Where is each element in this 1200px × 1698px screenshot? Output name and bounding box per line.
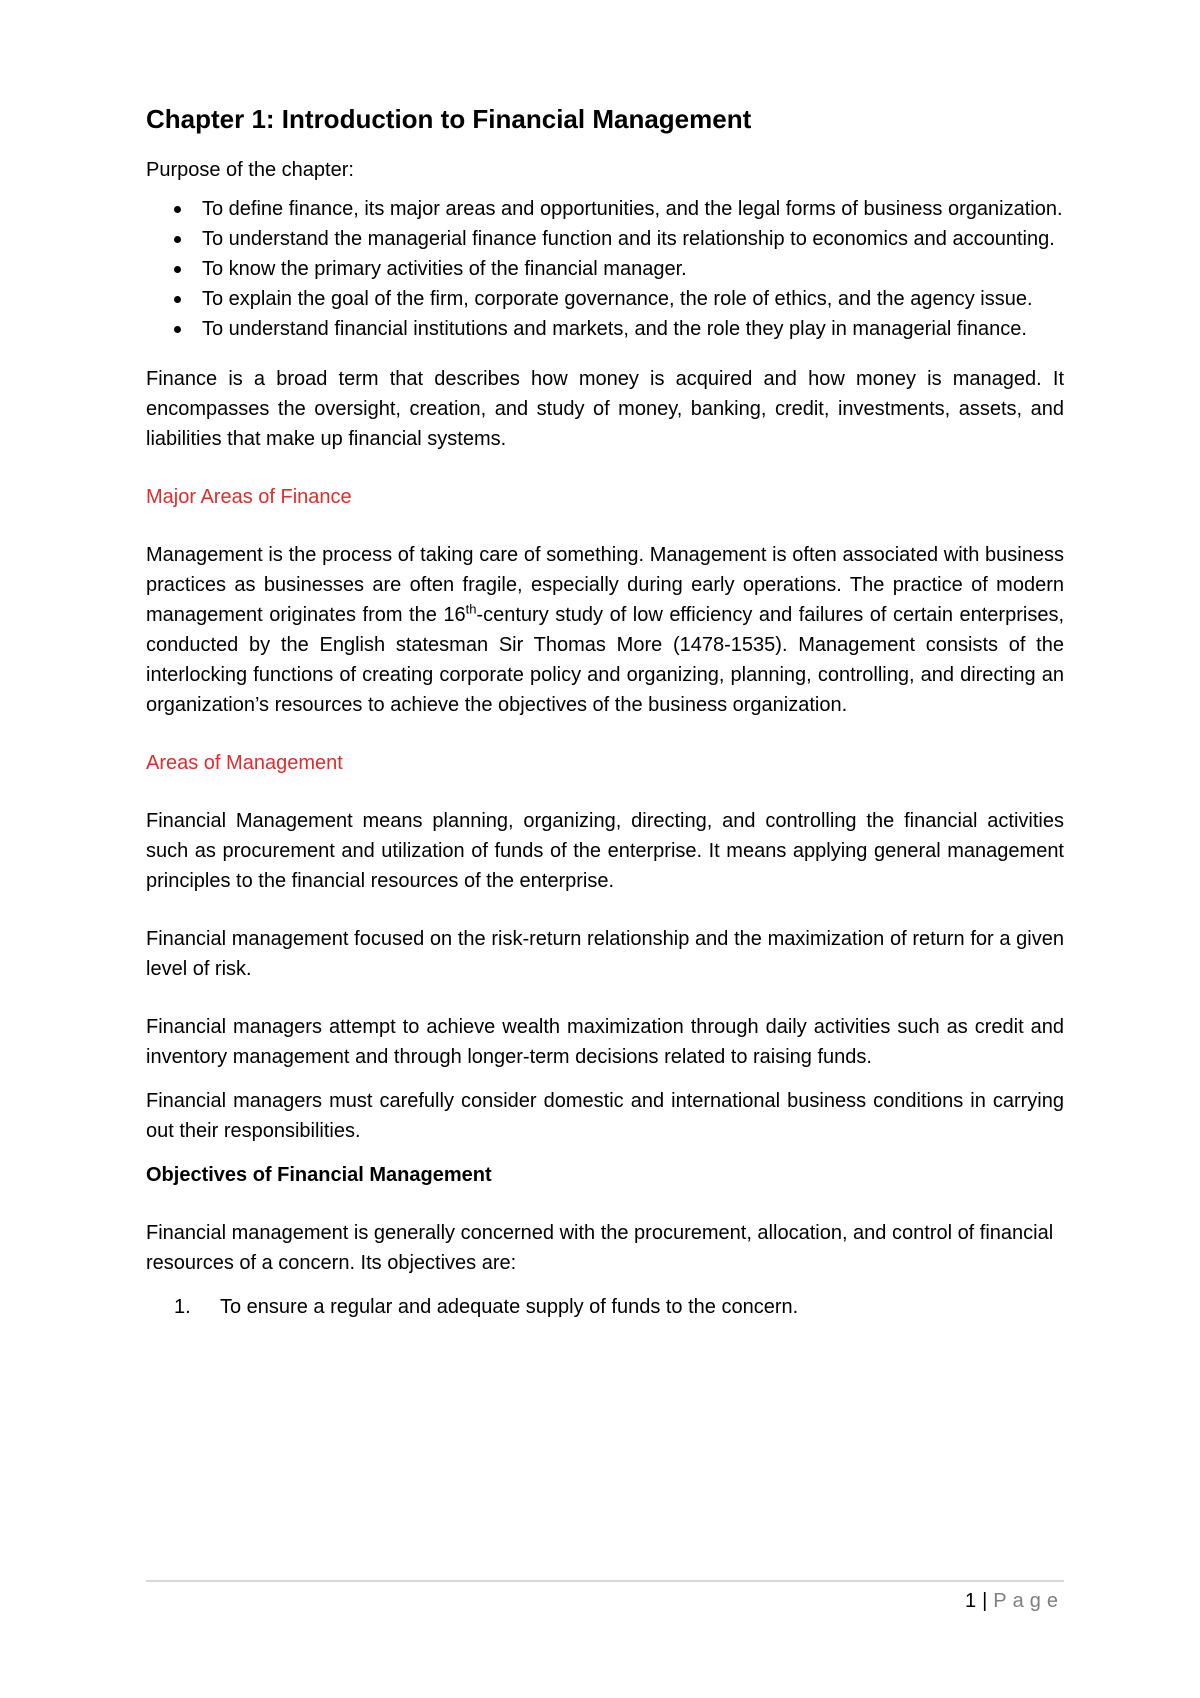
footer-divider — [146, 1580, 1064, 1582]
objective-number: 1. — [174, 1296, 191, 1318]
list-item — [146, 224, 1064, 254]
list-item — [146, 194, 1064, 224]
fm-paragraph-2: Financial management focused on the risk-return relationship and the maximization of return for a given level of risk. — [146, 928, 1064, 980]
objectives-intro: Financial management is generally concerned with the procurement, allocation, and control of financial resources of a concern. Its objectives are: — [146, 1222, 1054, 1274]
page-content — [146, 104, 1064, 1322]
footer-separator: | — [982, 1590, 988, 1612]
ordinal-superscript: th — [465, 601, 477, 617]
chapter-title: Chapter 1: Introduction to Financial Management — [146, 104, 752, 134]
purpose-label: Purpose of the chapter: — [146, 159, 354, 181]
page-number: 1 — [964, 1590, 977, 1612]
major-areas-heading: Major Areas of Finance — [146, 486, 352, 508]
objectives-heading: Objectives of Financial Management — [146, 1164, 492, 1186]
bullet-icon — [174, 236, 181, 243]
purpose-item-text: To explain the goal of the firm, corporate governance, the role of ethics, and the agency issue. — [202, 288, 1033, 310]
page-footer — [965, 1586, 1064, 1616]
objectives-list — [146, 1292, 1064, 1322]
bullet-icon — [174, 266, 181, 273]
management-text-part1: Management is the process of taking care of something. Management is often associated with business practices as businesses are often fragile, especially during early operations. The practice of modern management originates from the 16 — [146, 544, 1064, 626]
management-paragraph — [146, 540, 1064, 720]
bullet-icon — [174, 206, 181, 213]
purpose-item-text: To define finance, its major areas and opportunities, and the legal forms of business organization. — [202, 198, 1063, 220]
purpose-item-text: To understand the managerial finance function and its relationship to economics and accounting. — [202, 228, 1055, 250]
purpose-list — [146, 194, 1064, 344]
finance-definition: Finance is a broad term that describes how money is acquired and how money is managed. It encompasses the oversight, creation, and study of money, banking, credit, investments, assets, and liabilities that make up financial systems. — [146, 368, 1064, 450]
areas-of-management-heading: Areas of Management — [146, 752, 343, 774]
bullet-icon — [174, 296, 181, 303]
bullet-icon — [174, 326, 181, 333]
fm-paragraph-1: Financial Management means planning, organizing, directing, and controlling the financial activities such as procurement and utilization of funds of the enterprise. It means applying general management principles to the financial resources of the enterprise. — [146, 810, 1064, 892]
objective-text: To ensure a regular and adequate supply of funds to the concern. — [220, 1296, 799, 1318]
purpose-item-text: To know the primary activities of the financial manager. — [202, 258, 687, 280]
purpose-item-text: To understand financial institutions and markets, and the role they play in managerial finance. — [202, 318, 1027, 340]
fm-paragraph-3: Financial managers attempt to achieve wealth maximization through daily activities such as credit and inventory management and through longer-term decisions related to raising funds. — [146, 1016, 1064, 1068]
list-item — [146, 284, 1064, 314]
list-item — [146, 254, 1064, 284]
list-item — [146, 1292, 1064, 1322]
list-item — [146, 314, 1064, 344]
management-text-part2: -century study of low efficiency and failures of certain enterprises, conducted by the English statesman Sir Thomas More (1478-1535). Management consists of the interlocking functions of creating corporate policy and organizing, planning, controlling, and directing an organization’s resources to achieve the objectives of the business organization. — [146, 604, 1064, 716]
page-label: Page — [993, 1590, 1064, 1612]
fm-paragraph-4: Financial managers must carefully consider domestic and international business conditions in carrying out their responsibilities. — [146, 1090, 1064, 1142]
